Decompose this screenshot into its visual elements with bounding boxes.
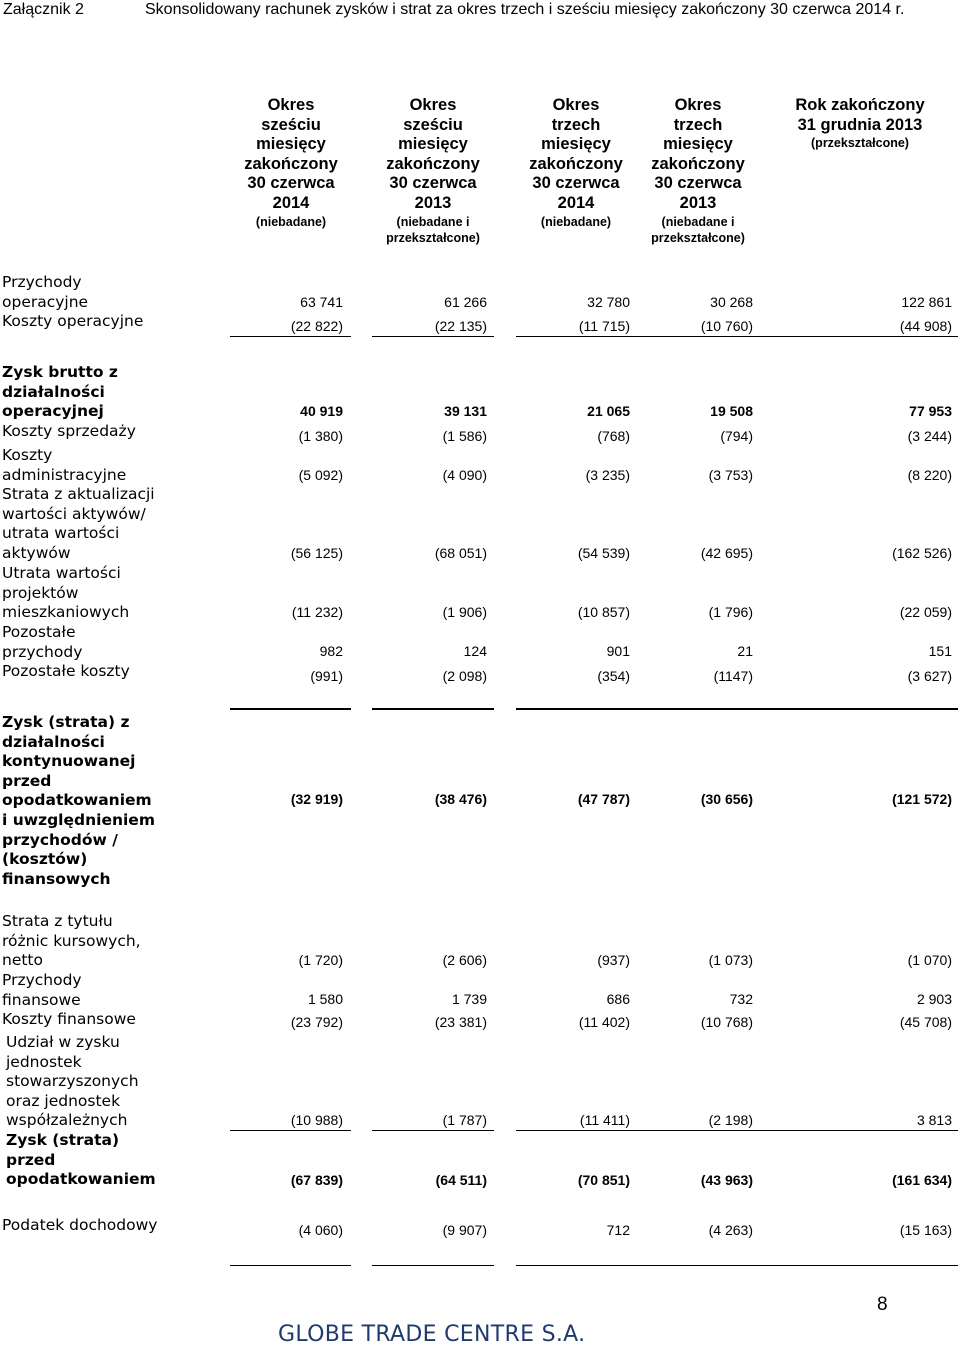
row-value: (23 792) (290, 1014, 343, 1030)
row-value: (2 198) (708, 1112, 753, 1128)
row-value: (11 715) (578, 318, 630, 334)
row-value: (2 606) (442, 952, 487, 968)
column-header-3m-2013 (638, 96, 758, 246)
row-value: 21 065 (587, 403, 630, 419)
row-label-residential-impairment: Utrata wartości projektów mieszkaniowych (2, 564, 130, 622)
row-value: (10 857) (577, 604, 630, 620)
row-value: (23 381) (434, 1014, 487, 1030)
row-value: (47 787) (577, 791, 630, 807)
row-value: 21 (737, 643, 753, 659)
row-value: (768) (597, 428, 630, 444)
subtotal-rule (230, 708, 351, 710)
row-value: (45 708) (899, 1014, 952, 1030)
row-value: (2 098) (442, 668, 487, 684)
column-title: Okres trzech miesięcy zakończony 30 czerwca 2013 (651, 96, 745, 212)
row-value: 901 (606, 643, 630, 659)
subtotal-rule (516, 708, 958, 710)
row-value: (56 125) (290, 545, 343, 561)
column-header-6m-2014 (231, 96, 351, 230)
row-value: (11 411) (579, 1112, 630, 1128)
row-value: (1 586) (442, 428, 487, 444)
row-value: (10 988) (290, 1112, 343, 1128)
subtotal-rule (372, 1130, 494, 1131)
row-value: (1 380) (298, 428, 343, 444)
row-value: (121 572) (892, 791, 952, 807)
row-value: 2 903 (916, 991, 952, 1007)
row-value: (70 851) (577, 1172, 630, 1188)
row-value: 63 741 (300, 294, 343, 310)
row-value: (42 695) (700, 545, 753, 561)
row-label-finance-income: Przychody finansowe (2, 971, 82, 1009)
row-value: (4 090) (442, 467, 487, 483)
row-label-operating-revenue: Przychody operacyjne (2, 273, 89, 311)
row-value: (30 656) (700, 791, 753, 807)
page-number: 8 (877, 1294, 888, 1315)
column-note: (niebadane i przekształcone) (651, 214, 745, 245)
row-value: 151 (928, 643, 952, 659)
row-value: (5 092) (298, 467, 343, 483)
column-title: Okres sześciu miesięcy zakończony 30 czerwca 2014 (244, 96, 338, 212)
company-name-footer: GLOBE TRADE CENTRE S.A. (278, 1322, 586, 1347)
row-value: (44 908) (899, 318, 952, 334)
row-value: 122 861 (901, 294, 952, 310)
row-value: (1 787) (442, 1112, 487, 1128)
column-note: (przekształcone) (811, 136, 909, 151)
row-value: 124 (463, 643, 487, 659)
column-title: Rok zakończony 31 grudnia 2013 (795, 96, 925, 134)
row-value: (43 963) (700, 1172, 753, 1188)
row-label-other-income: Pozostałe przychody (2, 623, 83, 661)
row-value: (8 220) (907, 467, 952, 483)
subtotal-rule (372, 1265, 494, 1266)
row-label-finance-costs: Koszty finansowe (2, 1010, 136, 1028)
column-note: (niebadane) (255, 214, 327, 229)
row-value: (10 760) (700, 318, 753, 334)
row-value: (9 907) (442, 1222, 487, 1238)
column-header-3m-2014 (516, 96, 636, 230)
row-label-gross-profit: Zysk brutto z działalności operacyjnej (2, 363, 118, 421)
row-value: (54 539) (577, 545, 630, 561)
row-value: (10 768) (700, 1014, 753, 1030)
subtotal-rule (372, 708, 494, 710)
subtotal-rule (230, 1130, 351, 1131)
row-value: 732 (729, 991, 753, 1007)
row-value: 32 780 (587, 294, 630, 310)
row-value: (991) (310, 668, 343, 684)
column-note: (niebadane) (540, 214, 612, 229)
row-value: (22 822) (290, 318, 343, 334)
row-label-fx-differences: Strata z tytułu różnic kursowych, netto (2, 912, 141, 970)
row-value: (22 135) (434, 318, 487, 334)
row-value: (68 051) (434, 545, 487, 561)
column-title: Okres sześciu miesięcy zakończony 30 czerwca 2013 (386, 96, 480, 212)
document-title: Skonsolidowany rachunek zysków i strat za okres trzech i sześciu miesięcy zakończony 30 czerwca 2014 r. (145, 1, 905, 18)
row-value: 982 (319, 643, 343, 659)
row-value: 686 (606, 991, 630, 1007)
subtotal-rule (372, 336, 494, 337)
row-label-revaluation-loss: Strata z aktualizacji wartości aktywów/ utrata wartości aktywów (2, 485, 155, 562)
row-value: 77 953 (909, 403, 952, 419)
subtotal-rule (230, 1265, 351, 1266)
row-value: (4 060) (298, 1222, 343, 1238)
row-value: 1 739 (451, 991, 487, 1007)
column-header-year-2013 (770, 96, 950, 151)
row-label-administrative-costs: Koszty administracyjne (2, 446, 127, 484)
row-value: 1 580 (307, 991, 343, 1007)
row-label-operating-profit-before-tax: Zysk (strata) z działalności kontynuowanej przed opodatkowaniem i uwzględnieniem przychodów / (kosztów) finansowych (2, 713, 155, 888)
row-value: 39 131 (444, 403, 487, 419)
row-value: (22 059) (899, 604, 952, 620)
row-value: 30 268 (710, 294, 753, 310)
column-title: Okres trzech miesięcy zakończony 30 czerwca 2014 (529, 96, 623, 212)
row-value: (3 235) (585, 467, 630, 483)
row-value: (4 263) (708, 1222, 753, 1238)
row-value: 40 919 (300, 403, 343, 419)
row-value: (161 634) (892, 1172, 952, 1188)
row-value: 61 266 (444, 294, 487, 310)
row-value: (32 919) (290, 791, 343, 807)
subtotal-rule (516, 336, 958, 337)
row-label-selling-costs: Koszty sprzedaży (2, 422, 136, 440)
row-value: (3 244) (907, 428, 952, 444)
subtotal-rule (516, 1130, 958, 1131)
row-value: (11 402) (578, 1014, 630, 1030)
row-value: (162 526) (892, 545, 952, 561)
row-value: (1 720) (298, 952, 343, 968)
row-label-share-of-associates: Udział w zysku jednostek stowarzyszonych oraz jednostek współzależnych (6, 1033, 139, 1130)
subtotal-rule (516, 1265, 958, 1266)
row-value: (937) (597, 952, 630, 968)
row-value: (3 753) (708, 467, 753, 483)
attachment-label: Załącznik 2 (3, 1, 84, 18)
subtotal-rule (230, 336, 351, 337)
row-value: (64 511) (435, 1172, 487, 1188)
column-header-6m-2013 (373, 96, 493, 246)
row-value: (354) (597, 668, 630, 684)
row-label-income-tax: Podatek dochodowy (2, 1216, 158, 1234)
row-value: (794) (720, 428, 753, 444)
row-value: (1 073) (708, 952, 753, 968)
column-note: (niebadane i przekształcone) (386, 214, 480, 245)
row-value: (38 476) (434, 791, 487, 807)
row-label-operating-costs: Koszty operacyjne (2, 312, 144, 330)
row-value: 3 813 (916, 1112, 952, 1128)
row-value: (1 796) (708, 604, 753, 620)
row-value: (67 839) (290, 1172, 343, 1188)
row-value: (11 232) (291, 604, 343, 620)
row-value: (3 627) (907, 668, 952, 684)
row-value: 712 (606, 1222, 630, 1238)
row-value: 19 508 (710, 403, 753, 419)
row-label-profit-before-tax: Zysk (strata) przed opodatkowaniem (6, 1131, 156, 1189)
row-value: (15 163) (899, 1222, 952, 1238)
row-value: (1147) (713, 668, 753, 684)
row-value: (1 906) (442, 604, 487, 620)
row-value: (1 070) (907, 952, 952, 968)
row-label-other-costs: Pozostałe koszty (2, 662, 130, 680)
